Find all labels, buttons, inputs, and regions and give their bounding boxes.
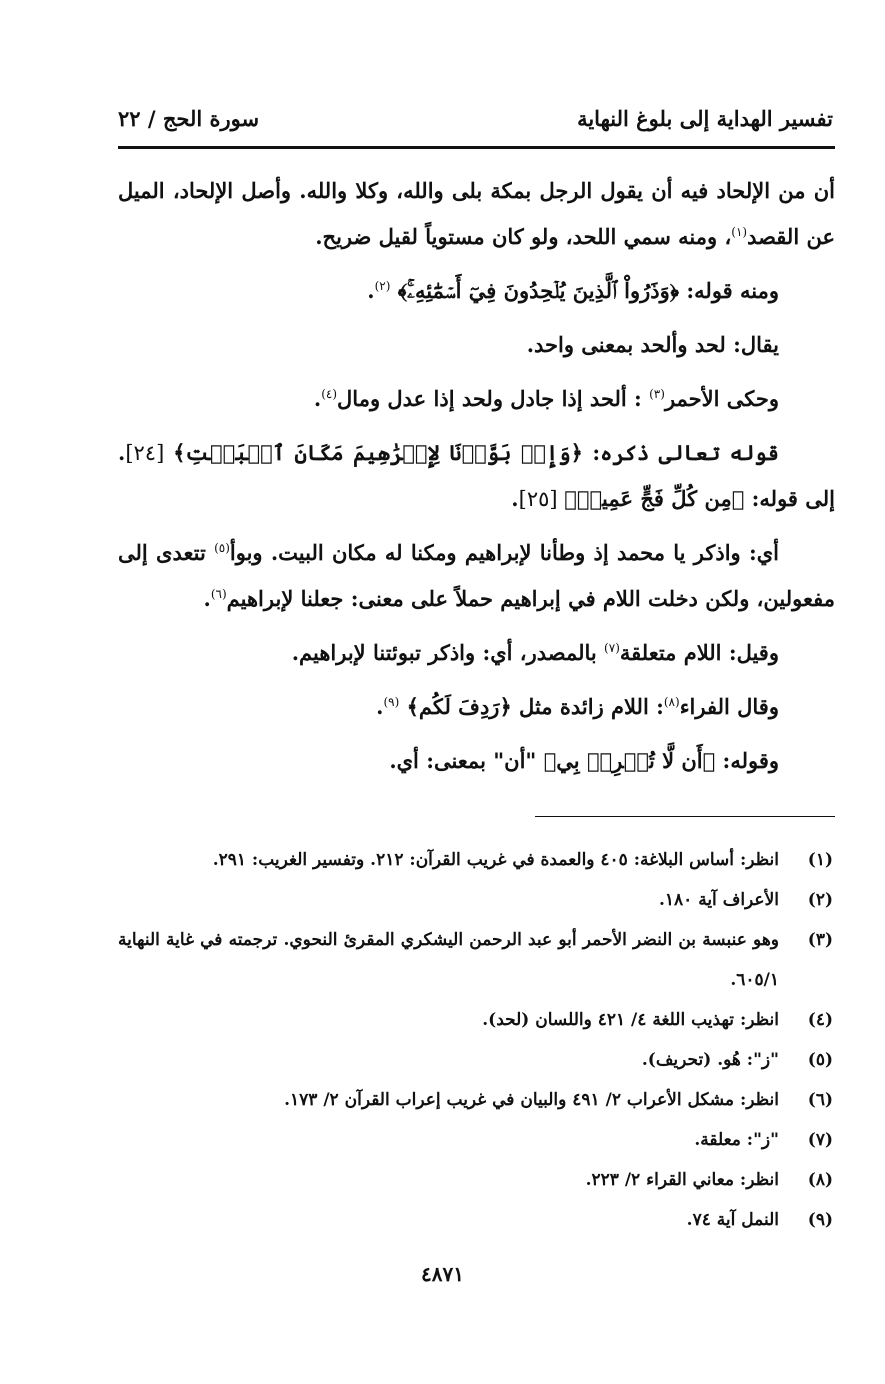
paragraph-text: . إلى قوله: bbox=[118, 440, 835, 511]
footnote-number: (٥) bbox=[807, 1050, 833, 1070]
quran-verse: ﴿وَإِذۡ بَوَّأۡنَا لِإِبۡرَٰهِيمَ مَكَانَ ٱلۡبَيۡتِ﴾ bbox=[173, 440, 583, 465]
paragraph-text: : اللام زائدة مثل bbox=[511, 694, 664, 719]
footnote-item bbox=[118, 840, 833, 880]
verse-number: [٢٥] bbox=[518, 487, 565, 511]
footnotes-section bbox=[118, 840, 833, 1240]
paragraph-text: "أن" بمعنى: أي. bbox=[389, 748, 544, 773]
footnote-ref-6[interactable]: (٦) bbox=[210, 587, 227, 601]
surah-reference: سورة الحج / ٢٢ bbox=[118, 106, 260, 131]
running-header bbox=[118, 100, 833, 140]
footnote-number: (٣) bbox=[807, 930, 833, 950]
paragraph-text: . bbox=[376, 694, 384, 719]
footnote-ref-7[interactable]: (٧) bbox=[604, 641, 620, 655]
footnote-ref-2[interactable]: (٢) bbox=[374, 279, 391, 293]
paragraph-text: ، ومنه سمي اللحد، ولو كان مستوياً لقيل ضريح. bbox=[315, 224, 732, 249]
paragraph-text: بالمصدر، أي: واذكر تبوئتنا لإبراهيم. bbox=[291, 640, 605, 665]
footnote-ref-3[interactable]: (٣) bbox=[649, 387, 665, 401]
footnote-number: (٤) bbox=[807, 1010, 833, 1030]
paragraph-7 bbox=[118, 630, 835, 676]
paragraph-text: وقيل: اللام متعلقة bbox=[619, 640, 779, 665]
footnote-number: (١) bbox=[807, 850, 833, 870]
paragraph-text: قوله تعالى ذكره: bbox=[582, 440, 779, 465]
paragraph-3: يقال: لحد وألحد بمعنى واحد. bbox=[526, 332, 779, 357]
paragraph-text: . bbox=[313, 386, 322, 411]
footnote-ref-1[interactable]: (١) bbox=[731, 225, 748, 239]
paragraph-text: تتعدى إلى مفعولين، ولكن دخلت اللام في إبراهيم حملاً على معنى: جعلنا لإبراهيم bbox=[118, 540, 835, 611]
header-divider bbox=[118, 146, 835, 149]
footnote-ref-5[interactable]: (٥) bbox=[214, 541, 230, 555]
paragraph-4 bbox=[118, 376, 835, 422]
paragraph-text: وحكى الأحمر bbox=[664, 386, 779, 411]
footnote-text: وهو عنبسة بن النضر الأحمر أبو عبد الرحمن اليشكري المقرئ النحوي. ترجمته في غاية النهاية ٦٠٥/١. bbox=[118, 930, 779, 990]
paragraph-8 bbox=[118, 684, 835, 730]
footnote-item bbox=[118, 1120, 833, 1160]
quran-verse: ﴿أَن لَّا تُشۡرِكۡ بِي﴾ bbox=[543, 748, 716, 773]
footnote-text: النمل آية ٧٤. bbox=[686, 1210, 779, 1230]
footnote-text: انظر: معاني القراء ٢/ ٢٢٣. bbox=[585, 1170, 779, 1190]
paragraph-9 bbox=[118, 738, 835, 784]
footnote-item bbox=[118, 1040, 833, 1080]
quran-verse: ﴿رَدِفَ لَكُم﴾ bbox=[406, 694, 512, 719]
footnote-number: (٢) bbox=[807, 890, 833, 910]
footnote-text: "ز": معلقة. bbox=[694, 1130, 779, 1150]
footnote-ref-9[interactable]: (٩) bbox=[383, 695, 400, 709]
footnote-item bbox=[118, 1200, 833, 1240]
footnote-text: انظر: تهذيب اللغة ٤/ ٤٢١ واللسان (لحد). bbox=[482, 1010, 779, 1030]
paragraph-text: وقوله: bbox=[715, 748, 779, 773]
verse-number: [٢٤] bbox=[125, 441, 174, 465]
footnote-separator bbox=[535, 816, 835, 817]
footnote-ref-4[interactable]: (٤) bbox=[321, 387, 338, 401]
footnote-text: "ز": هُو. (تحريف). bbox=[641, 1050, 779, 1070]
footnote-item bbox=[118, 1000, 833, 1040]
paragraph-text: . bbox=[367, 278, 375, 303]
paragraph-text: أي: واذكر يا محمد إذ وطأنا لإبراهيم ومكنا له مكان البيت. وبوأ bbox=[229, 540, 779, 565]
footnote-text: انظر: مشكل الأعراب ٢/ ٤٩١ والبيان في غريب إعراب القرآن ٢/ ١٧٣. bbox=[284, 1090, 779, 1110]
paragraph-5 bbox=[118, 430, 835, 522]
quran-verse: ﴿مِن كُلِّ فَجٍّ عَمِيقٖ﴾ bbox=[564, 486, 745, 511]
paragraph-text: . bbox=[203, 586, 211, 611]
paragraph-text: أن من الإلحاد فيه أن يقول الرجل بمكة بلى والله، وكلا والله. وأصل الإلحاد، الميل عن القصد bbox=[118, 178, 835, 249]
footnote-item bbox=[118, 920, 833, 1000]
footnote-item bbox=[118, 1160, 833, 1200]
footnote-ref-8[interactable]: (٨) bbox=[663, 695, 680, 709]
paragraph-1 bbox=[118, 168, 835, 260]
paragraph-text: : ألحد إذا جادل ولحد إذا عدل ومال bbox=[337, 386, 650, 411]
footnote-number: (٨) bbox=[807, 1170, 833, 1190]
footnote-number: (٦) bbox=[807, 1090, 833, 1110]
book-title: تفسير الهداية إلى بلوغ النهاية bbox=[577, 106, 833, 131]
footnote-number: (٧) bbox=[807, 1130, 833, 1150]
footnote-text: انظر: أساس البلاغة: ٤٠٥ والعمدة في غريب القرآن: ٢١٢. وتفسير الغريب: ٢٩١. bbox=[212, 850, 779, 870]
main-text bbox=[118, 168, 835, 792]
paragraph-text: ومنه قوله: bbox=[679, 278, 779, 303]
paragraph-2 bbox=[118, 268, 835, 314]
footnote-number: (٩) bbox=[807, 1210, 833, 1230]
footnote-item bbox=[118, 880, 833, 920]
quran-verse: ﴿وَذَرُواْ ٱلَّذِينَ يُلۡحِدُونَ فِيٓ أَسۡمَٰٓئِهِۦۚ﴾ bbox=[397, 278, 680, 303]
footnote-item bbox=[118, 1080, 833, 1120]
paragraph-text: . bbox=[511, 486, 519, 511]
paragraph-6 bbox=[118, 530, 835, 622]
page-number: ٤٨٧١ bbox=[421, 1262, 464, 1286]
footnote-text: الأعراف آية ١٨٠. bbox=[658, 890, 779, 910]
paragraph-text: وقال الفراء bbox=[679, 694, 779, 719]
